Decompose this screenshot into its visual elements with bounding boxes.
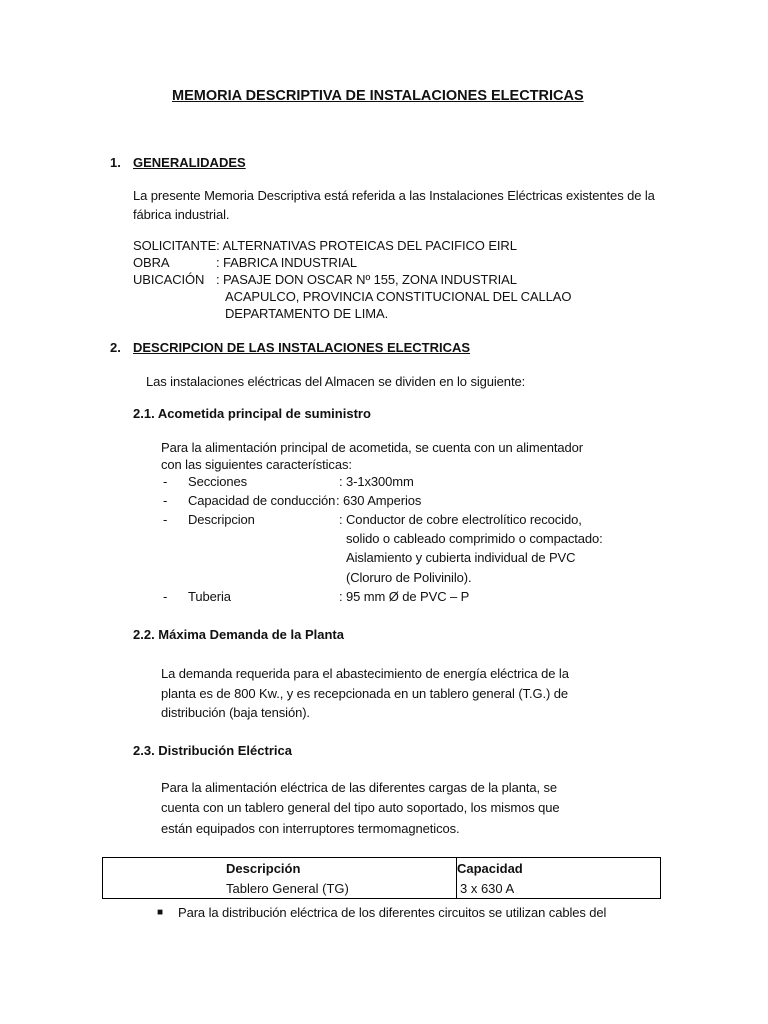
subsection-2-2-heading: 2.2. Máxima Demanda de la Planta xyxy=(133,627,344,642)
section-1-paragraph-line-2: fábrica industrial. xyxy=(133,207,230,222)
bullet-text: Para la distribución eléctrica de los diferentes circuitos se utilizan cables del xyxy=(178,905,607,920)
subsection-2-3-paragraph-line-3: están equipados con interruptores termomagneticos. xyxy=(161,821,460,836)
table-cell: Tablero General (TG) xyxy=(103,878,457,899)
table-header-cell: Capacidad xyxy=(457,858,661,879)
list-item-value: : 3-1x300mm xyxy=(339,474,414,489)
subsection-2-1-paragraph-line-1: Para la alimentación principal de acometida, se cuenta con un alimentador xyxy=(161,440,583,455)
section-2-heading: DESCRIPCION DE LAS INSTALACIONES ELECTRICAS xyxy=(133,340,471,355)
capacity-table xyxy=(102,857,661,899)
ubicacion-line-1: : PASAJE DON OSCAR Nº 155, ZONA INDUSTRIAL xyxy=(216,272,517,287)
section-2-intro: Las instalaciones eléctricas del Almacen se dividen en lo siguiente: xyxy=(146,374,526,389)
table-header-row xyxy=(103,858,661,879)
subsection-2-1-heading: 2.1. Acometida principal de suministro xyxy=(133,406,371,421)
subsection-2-3-heading: 2.3. Distribución Eléctrica xyxy=(133,743,292,758)
list-item-value: : 630 Amperios xyxy=(336,493,422,508)
table-header-cell: Descripción xyxy=(103,858,457,879)
subsection-2-2-paragraph-line-3: distribución (baja tensión). xyxy=(161,705,310,720)
section-2-number: 2. xyxy=(110,340,121,355)
list-item-label: Descripcion xyxy=(188,512,255,527)
list-item-value: : 95 mm Ø de PVC – P xyxy=(339,589,470,604)
section-1-heading: GENERALIDADES xyxy=(133,155,246,170)
subsection-2-3-paragraph-line-2: cuenta con un tablero general del tipo auto soportado, los mismos que xyxy=(161,800,560,815)
table-cell: 3 x 630 A xyxy=(457,878,661,899)
ubicacion-line-2: ACAPULCO, PROVINCIA CONSTITUCIONAL DEL CALLAO xyxy=(225,289,572,304)
subsection-2-2-paragraph-line-1: La demanda requerida para el abastecimiento de energía eléctrica de la xyxy=(161,666,569,681)
section-1-paragraph-line-1: La presente Memoria Descriptiva está referida a las Instalaciones Eléctricas existentes de la xyxy=(133,188,655,203)
list-item-value: : Conductor de cobre electrolítico recocido, xyxy=(339,512,582,527)
description-continuation-line-2: Aislamiento y cubierta individual de PVC xyxy=(346,550,576,565)
subsection-2-3-paragraph-line-1: Para la alimentación eléctrica de las diferentes cargas de la planta, se xyxy=(161,780,558,795)
list-item-dash: - xyxy=(163,589,168,604)
document-title: MEMORIA DESCRIPTIVA DE INSTALACIONES ELECTRICAS xyxy=(172,88,584,104)
obra-value: : FABRICA INDUSTRIAL xyxy=(216,255,358,270)
subsection-2-2-paragraph-line-2: planta es de 800 Kw., y es recepcionada en un tablero general (T.G.) de xyxy=(161,686,568,701)
description-continuation-line-3: (Cloruro de Polivinilo). xyxy=(346,570,472,585)
list-item-label: Tuberia xyxy=(188,589,231,604)
list-item-label: Capacidad de conducción xyxy=(188,493,336,508)
list-item-dash: - xyxy=(163,474,168,489)
list-item-dash: - xyxy=(163,512,168,527)
section-1-number: 1. xyxy=(110,155,121,170)
obra-label: OBRA xyxy=(133,255,170,270)
subsection-2-1-paragraph-line-2: con las siguientes características: xyxy=(161,457,352,472)
list-item-dash: - xyxy=(163,493,168,508)
list-item-label: Secciones xyxy=(188,474,248,489)
bullet-square-icon: ■ xyxy=(157,907,164,918)
ubicacion-label: UBICACIÓN xyxy=(133,272,205,287)
ubicacion-line-3: DEPARTAMENTO DE LIMA. xyxy=(225,306,389,321)
description-continuation-line-1: solido o cableado comprimido o compactado: xyxy=(346,531,603,546)
solicitante-line: SOLICITANTE: ALTERNATIVAS PROTEICAS DEL PACIFICO EIRL xyxy=(133,238,517,253)
table-row xyxy=(103,878,661,899)
